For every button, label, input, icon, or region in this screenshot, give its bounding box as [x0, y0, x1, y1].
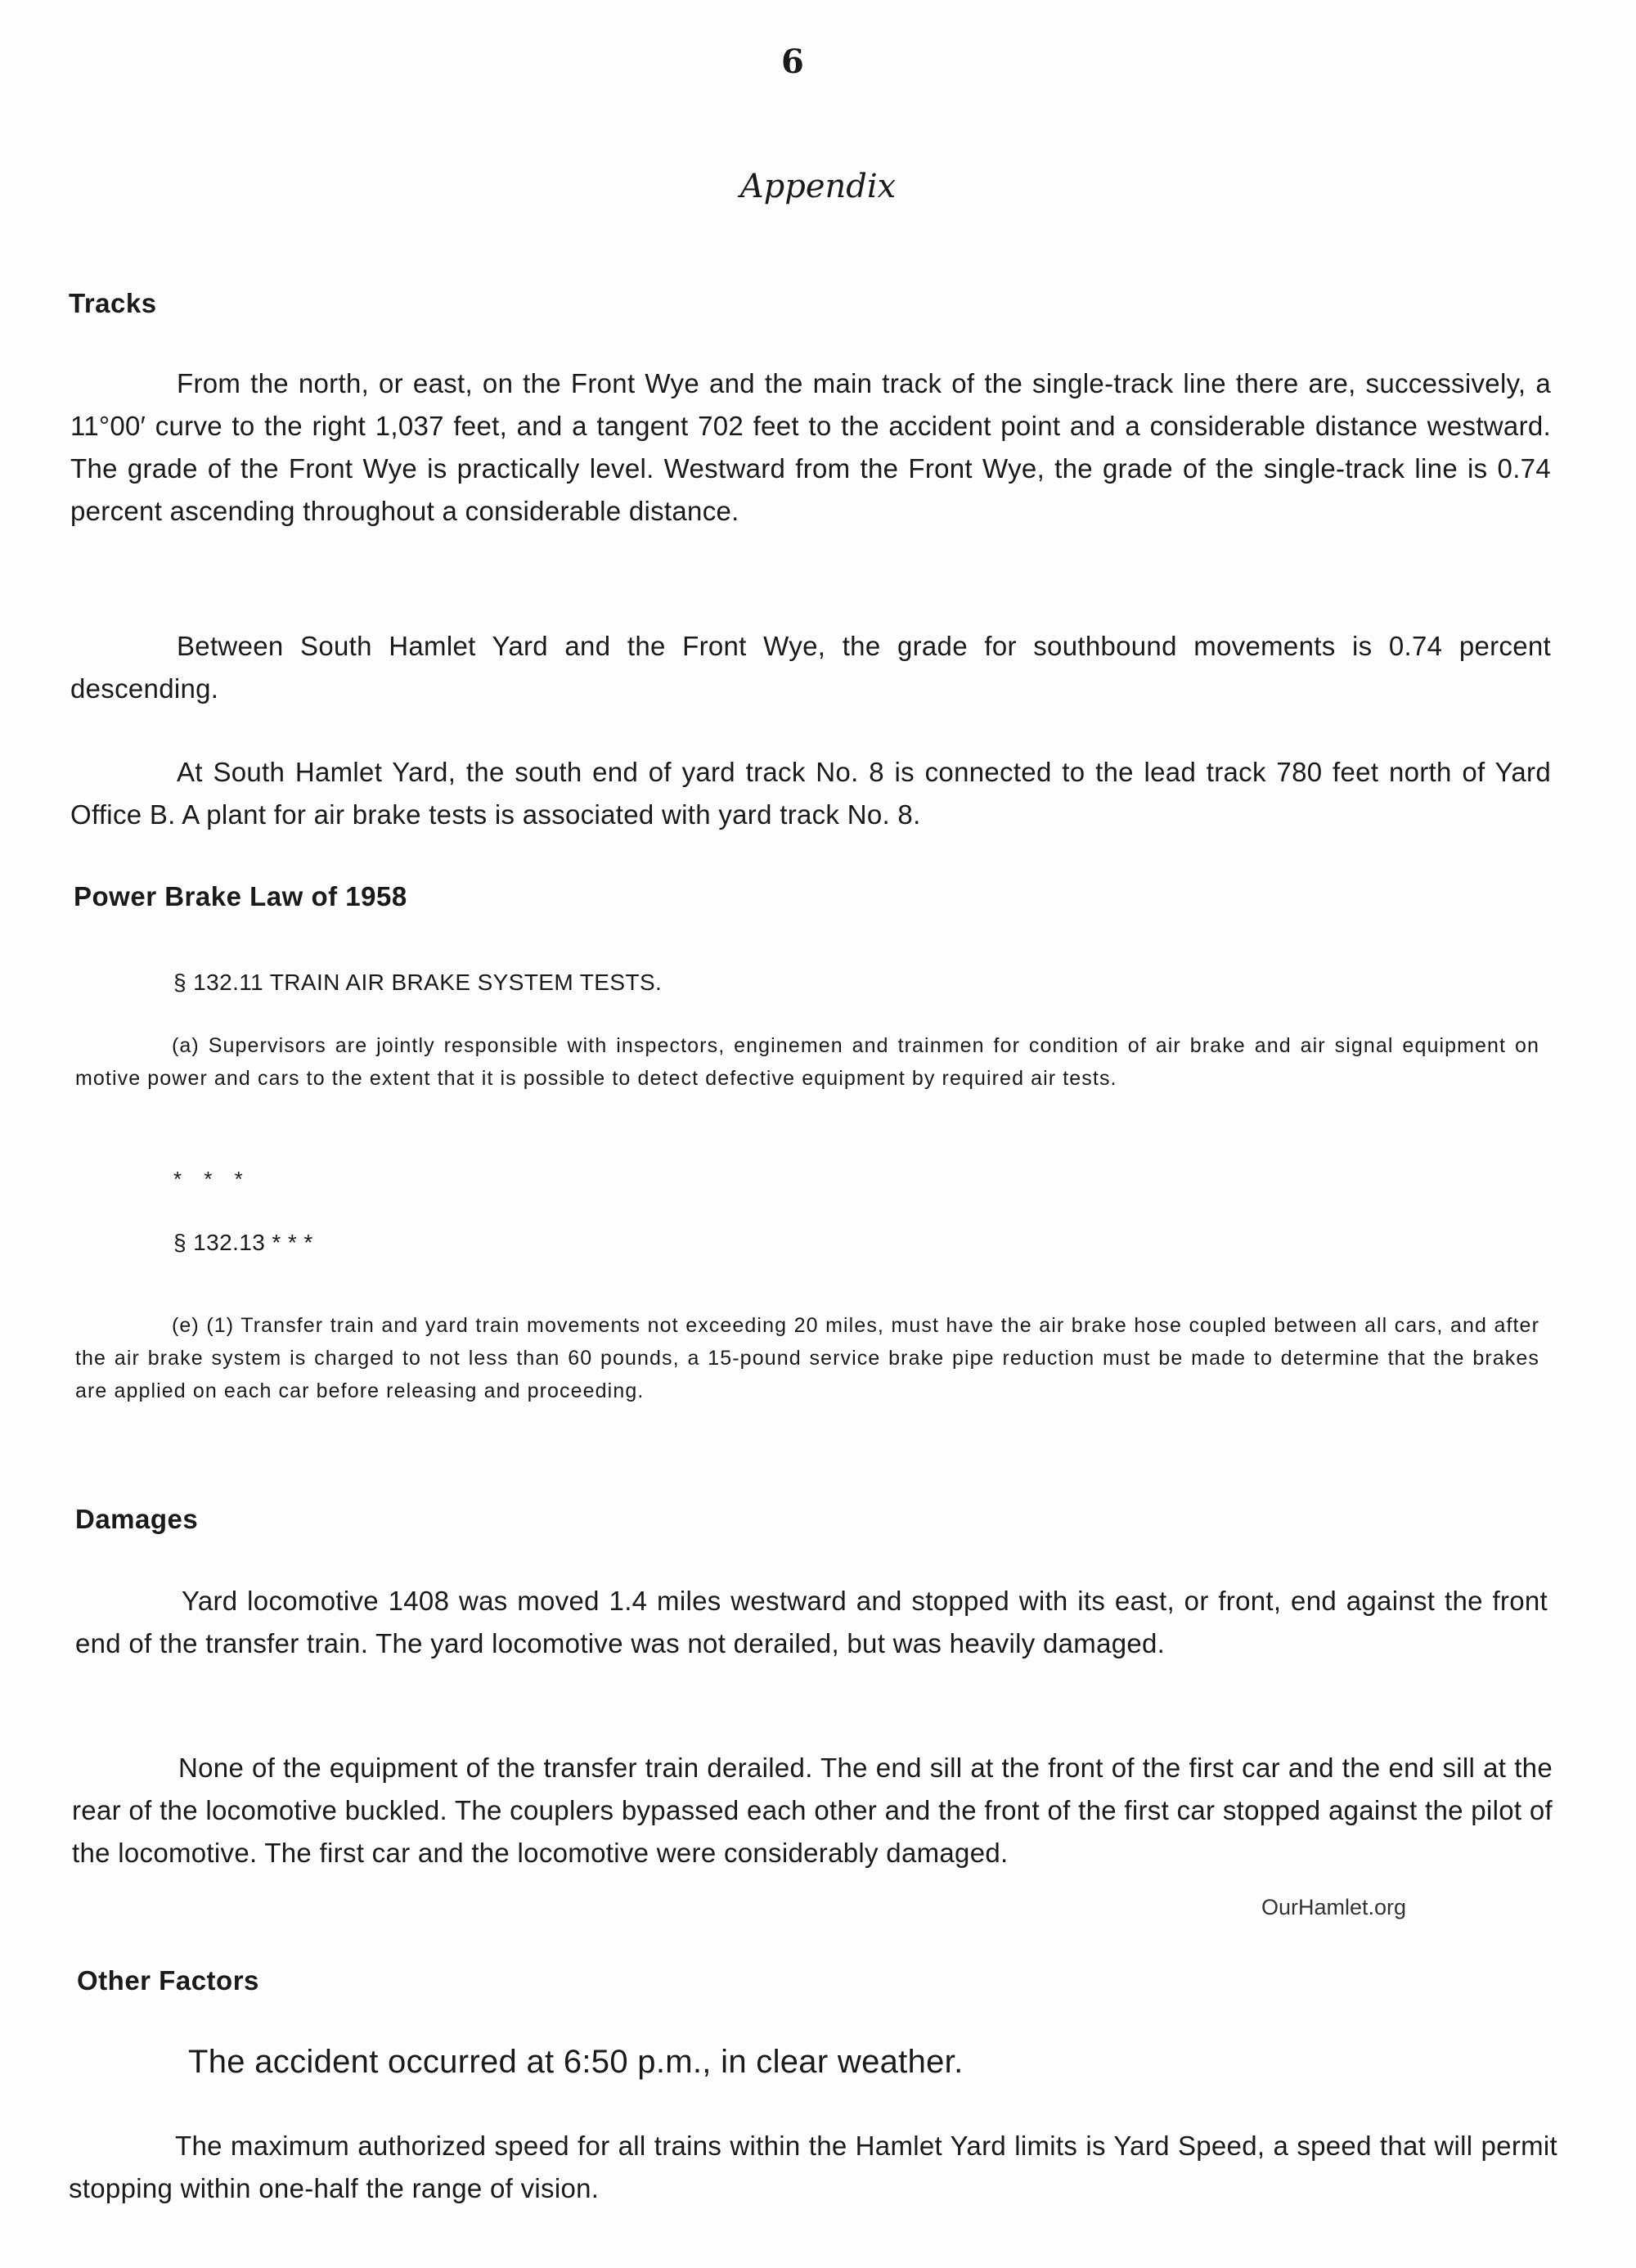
- law-clause-e: (e) (1) Transfer train and yard train movements not exceeding 20 miles, must have the air brake hose coupled between all cars, and after the air brake system is charged to not less than 60 pounds, a 15-pound service brake pipe reduction must be made to determine that the brakes are applied on each car before releasing and proceeding.: [75, 1314, 1539, 1402]
- other-factors-heading: Other Factors: [77, 1965, 259, 1996]
- damages-paragraph-2: None of the equipment of the transfer train derailed. The end sill at the front of the first car and the end sill at the rear of the locomotive buckled. The couplers bypassed each other and the front of the first car stopped against the pilot of the locomotive. The first car and the locomotive were considerably damaged.: [72, 1753, 1553, 1868]
- other-factors-paragraph-1: The accident occurred at 6:50 p.m., in clear weather.: [188, 2044, 964, 2080]
- tracks-paragraph-3: At South Hamlet Yard, the south end of yard track No. 8 is connected to the lead track 780 feet north of Yard Office B. A plant for air brake tests is associated with yard track No. 8.: [70, 757, 1551, 830]
- page-title: Appendix: [739, 168, 897, 205]
- power-brake-law-heading: Power Brake Law of 1958: [74, 881, 407, 911]
- tracks-paragraph-1: From the north, or east, on the Front Wye and the main track of the single-track line there are, successively, a 11°00′ curve to the right 1,037 feet, and a tangent 702 feet to the accident point and a considerable distance westward. The grade of the Front Wye is practically level. Westward from the Front Wye, the grade of the single-track line is 0.74 percent ascending throughout a considerable distance.: [70, 368, 1551, 526]
- damages-heading: Damages: [75, 1504, 199, 1534]
- page-number: 6: [781, 43, 804, 81]
- law-clause-a: (a) Supervisors are jointly responsible with inspectors, enginemen and trainmen for condition of air brake and air signal equipment on motive power and cars to the extent that it is possible to detect defective equipment by required air tests.: [75, 1034, 1539, 1090]
- law-section-132-13: § 132.13 * * *: [173, 1230, 313, 1255]
- watermark: OurHamlet.org: [1261, 1895, 1407, 1919]
- other-factors-paragraph-2: The maximum authorized speed for all trains within the Hamlet Yard limits is Yard Speed, a speed that will permit stopping within one-half the range of vision.: [69, 2131, 1557, 2203]
- damages-paragraph-1: Yard locomotive 1408 was moved 1.4 miles westward and stopped with its east, or front, end against the front end of the transfer train. The yard locomotive was not derailed, but was heavily damaged.: [75, 1586, 1548, 1658]
- law-ellipsis-stars: * * *: [173, 1167, 251, 1191]
- law-section-132-11: § 132.11 TRAIN AIR BRAKE SYSTEM TESTS.: [173, 970, 663, 995]
- tracks-paragraph-2: Between South Hamlet Yard and the Front Wye, the grade for southbound movements is 0.74 percent descending.: [70, 631, 1551, 704]
- tracks-heading: Tracks: [69, 288, 157, 318]
